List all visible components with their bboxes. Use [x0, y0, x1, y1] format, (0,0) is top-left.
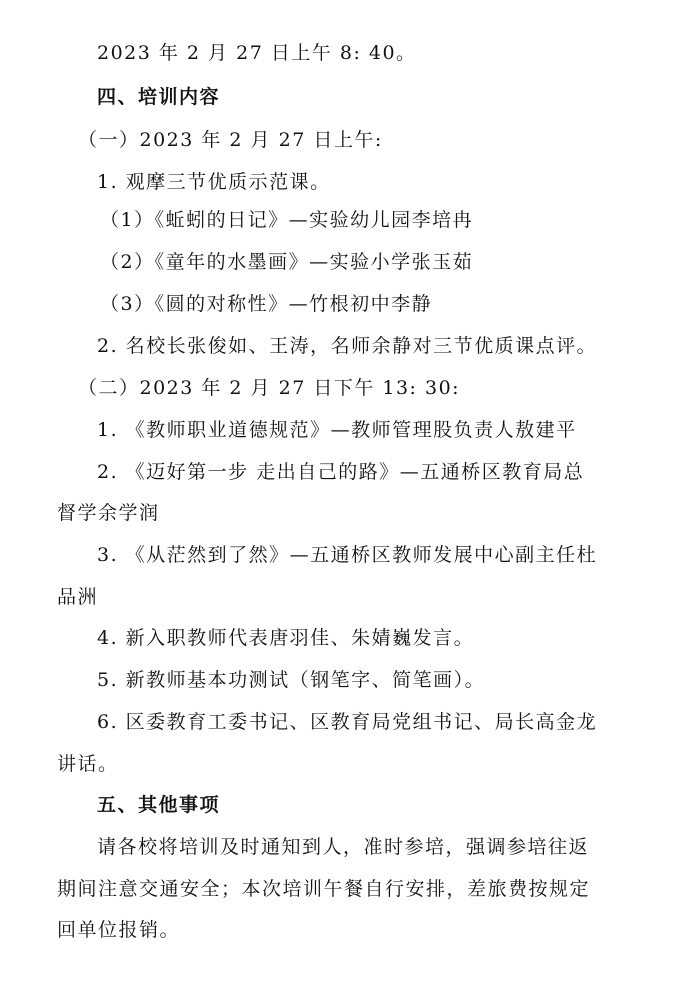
list-item: 2. 名校长张俊如、王涛，名师余静对三节优质课点评。: [97, 335, 598, 357]
list-item: （1）《蚯蚓的日记》—实验幼儿园李培冉: [100, 209, 474, 231]
list-item: 1. 观摩三节优质示范课。: [97, 171, 331, 193]
time-line: 2023 年 2 月 27 日上午 8: 40。: [97, 42, 417, 64]
list-item: （2）《童年的水墨画》—实验小学张玉茹: [100, 251, 474, 273]
paragraph-line: 请各校将培训及时通知到人，准时参培，强调参培往返: [97, 836, 590, 858]
list-item: 1. 《教师职业道德规范》—教师管理股负责人敖建平: [97, 419, 577, 441]
session-morning-heading: （一）2023 年 2 月 27 日上午:: [78, 129, 383, 151]
list-item: 6. 区委教育工委书记、区教育局党组书记、局长高金龙: [97, 711, 598, 733]
list-item: 4. 新入职教师代表唐羽佳、朱婧巍发言。: [97, 627, 475, 649]
list-item: （3）《圆的对称性》—竹根初中李静: [100, 293, 433, 315]
paragraph-line: 回单位报销。: [57, 919, 181, 941]
list-item-continuation: 督学余学润: [57, 502, 160, 524]
list-item: 2. 《迈好第一步 走出自己的路》—五通桥区教育局总: [97, 461, 585, 483]
paragraph-line: 期间注意交通安全；本次培训午餐自行安排，差旅费按规定: [57, 878, 591, 900]
list-item: 5. 新教师基本功测试（钢笔字、简笔画）。: [97, 669, 486, 691]
session-afternoon-heading: （二）2023 年 2 月 27 日下午 13: 30:: [78, 377, 461, 399]
list-item: 3. 《从茫然到了然》—五通桥区教师发展中心副主任杜: [97, 544, 598, 566]
list-item-continuation: 品洲: [57, 586, 99, 608]
list-item-continuation: 讲话。: [57, 753, 119, 775]
section-heading-other-matters: 五、其他事项: [97, 794, 221, 816]
section-heading-training-content: 四、培训内容: [97, 86, 221, 108]
